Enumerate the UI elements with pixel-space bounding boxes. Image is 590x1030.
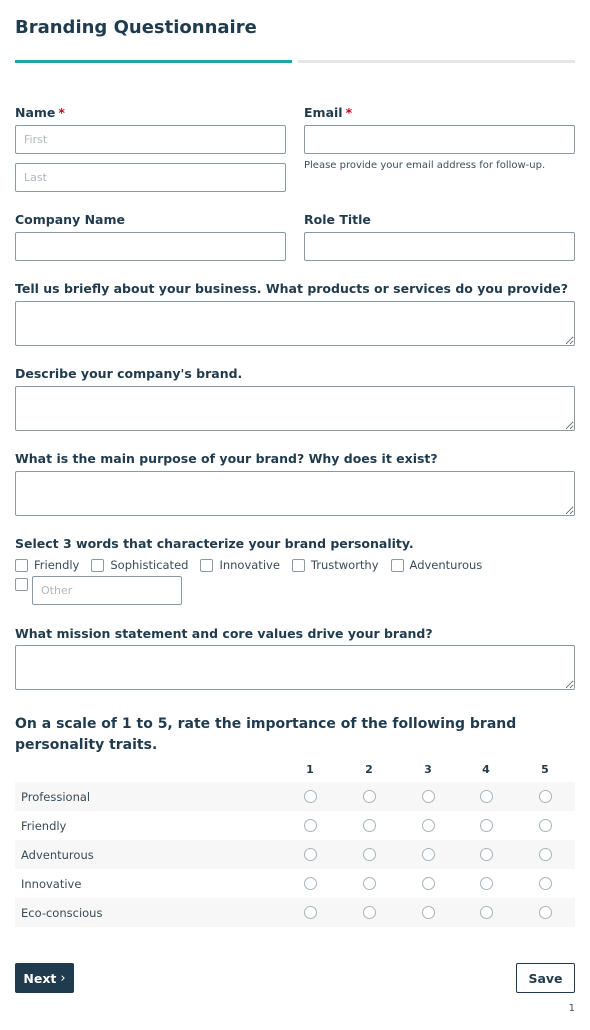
radio-button[interactable] <box>480 877 493 890</box>
option-label: Sophisticated <box>110 558 189 572</box>
option-label: Innovative <box>219 558 280 572</box>
radio-button[interactable] <box>304 906 317 919</box>
checkbox[interactable] <box>200 559 213 572</box>
email-label-text: Email <box>304 105 343 120</box>
radio-button[interactable] <box>304 790 317 803</box>
radio-button[interactable] <box>422 848 435 861</box>
option-sophisticated[interactable] <box>91 558 188 572</box>
radio-button[interactable] <box>539 790 552 803</box>
radio-button[interactable] <box>304 877 317 890</box>
required-mark: * <box>58 105 65 120</box>
option-friendly[interactable] <box>15 558 79 572</box>
brand-textarea[interactable] <box>15 386 575 431</box>
matrix-row-friendly <box>15 811 575 840</box>
radio-button[interactable] <box>363 848 376 861</box>
column-header: 4 <box>482 763 490 776</box>
radio-button[interactable] <box>304 848 317 861</box>
form-title: Branding Questionnaire <box>15 17 257 38</box>
company-name-label: Company Name <box>15 212 125 227</box>
row-label: Eco-conscious <box>21 906 103 920</box>
radio-button[interactable] <box>363 877 376 890</box>
radio-button[interactable] <box>422 906 435 919</box>
other-input[interactable] <box>32 576 182 605</box>
chevron-right-icon: › <box>60 970 66 986</box>
radio-button[interactable] <box>539 848 552 861</box>
radio-button[interactable] <box>422 790 435 803</box>
business-textarea[interactable] <box>15 301 575 346</box>
option-label: Friendly <box>34 558 80 572</box>
option-trustworthy[interactable] <box>292 558 379 572</box>
column-header: 1 <box>306 763 314 776</box>
option-innovative[interactable] <box>200 558 279 572</box>
last-name-input[interactable] <box>15 163 286 192</box>
radio-button[interactable] <box>539 877 552 890</box>
radio-button[interactable] <box>480 848 493 861</box>
option-label: Adventurous <box>409 558 483 572</box>
email-help-text: Please provide your email address for follow-up. <box>304 160 546 171</box>
save-button[interactable]: Save <box>516 963 575 993</box>
radio-button[interactable] <box>363 790 376 803</box>
column-header: 2 <box>365 763 373 776</box>
required-mark: * <box>345 105 353 120</box>
matrix-row-innovative <box>15 869 575 898</box>
option-label: Trustworthy <box>310 558 379 572</box>
checkbox[interactable] <box>292 559 305 572</box>
option-adventurous[interactable] <box>391 558 483 572</box>
email-label <box>304 105 352 120</box>
column-header: 5 <box>541 763 549 776</box>
row-label: Friendly <box>21 819 67 833</box>
radio-button[interactable] <box>480 819 493 832</box>
progress-bar-active <box>15 60 292 63</box>
row-label: Innovative <box>21 877 82 891</box>
radio-button[interactable] <box>304 819 317 832</box>
radio-button[interactable] <box>363 906 376 919</box>
matrix-row-eco-conscious <box>15 898 575 927</box>
next-button[interactable] <box>15 963 74 993</box>
progress-bar-remaining <box>298 60 575 63</box>
purpose-question-label: What is the main purpose of your brand? Why does it exist? <box>15 451 438 466</box>
checkbox[interactable] <box>91 559 104 572</box>
rating-heading: On a scale of 1 to 5, rate the importance of the following brand personality traits. <box>15 716 517 753</box>
checkbox[interactable] <box>15 559 28 572</box>
matrix-header <box>15 760 575 782</box>
matrix-row-adventurous <box>15 840 575 869</box>
row-label: Adventurous <box>21 848 94 862</box>
company-name-input[interactable] <box>15 232 286 261</box>
name-label <box>15 105 65 120</box>
mission-question-label: What mission statement and core values drive your brand? <box>15 626 433 641</box>
personality-question-label: Select 3 words that characterize your brand personality. <box>15 536 414 551</box>
personality-options <box>15 557 494 573</box>
column-header: 3 <box>424 763 432 776</box>
purpose-textarea[interactable] <box>15 471 575 516</box>
business-question-label: Tell us briefly about your business. What products or services do you provide? <box>15 281 569 296</box>
radio-button[interactable] <box>480 790 493 803</box>
radio-button[interactable] <box>363 819 376 832</box>
radio-button[interactable] <box>480 906 493 919</box>
name-label-text: Name <box>15 105 56 120</box>
mission-textarea[interactable] <box>15 645 575 690</box>
radio-button[interactable] <box>422 819 435 832</box>
page-number: 1 <box>568 1003 575 1014</box>
radio-button[interactable] <box>422 877 435 890</box>
radio-button[interactable] <box>539 906 552 919</box>
first-name-input[interactable] <box>15 125 286 154</box>
matrix-row-professional <box>15 782 575 811</box>
radio-button[interactable] <box>539 819 552 832</box>
email-input[interactable] <box>304 125 575 154</box>
role-title-label: Role Title <box>304 212 371 227</box>
brand-question-label: Describe your company's brand. <box>15 366 243 381</box>
row-label: Professional <box>21 790 91 804</box>
next-button-label: Next <box>23 970 57 986</box>
rating-matrix <box>15 760 575 927</box>
other-checkbox[interactable] <box>15 578 28 591</box>
checkbox[interactable] <box>391 559 404 572</box>
role-title-input[interactable] <box>304 232 575 261</box>
